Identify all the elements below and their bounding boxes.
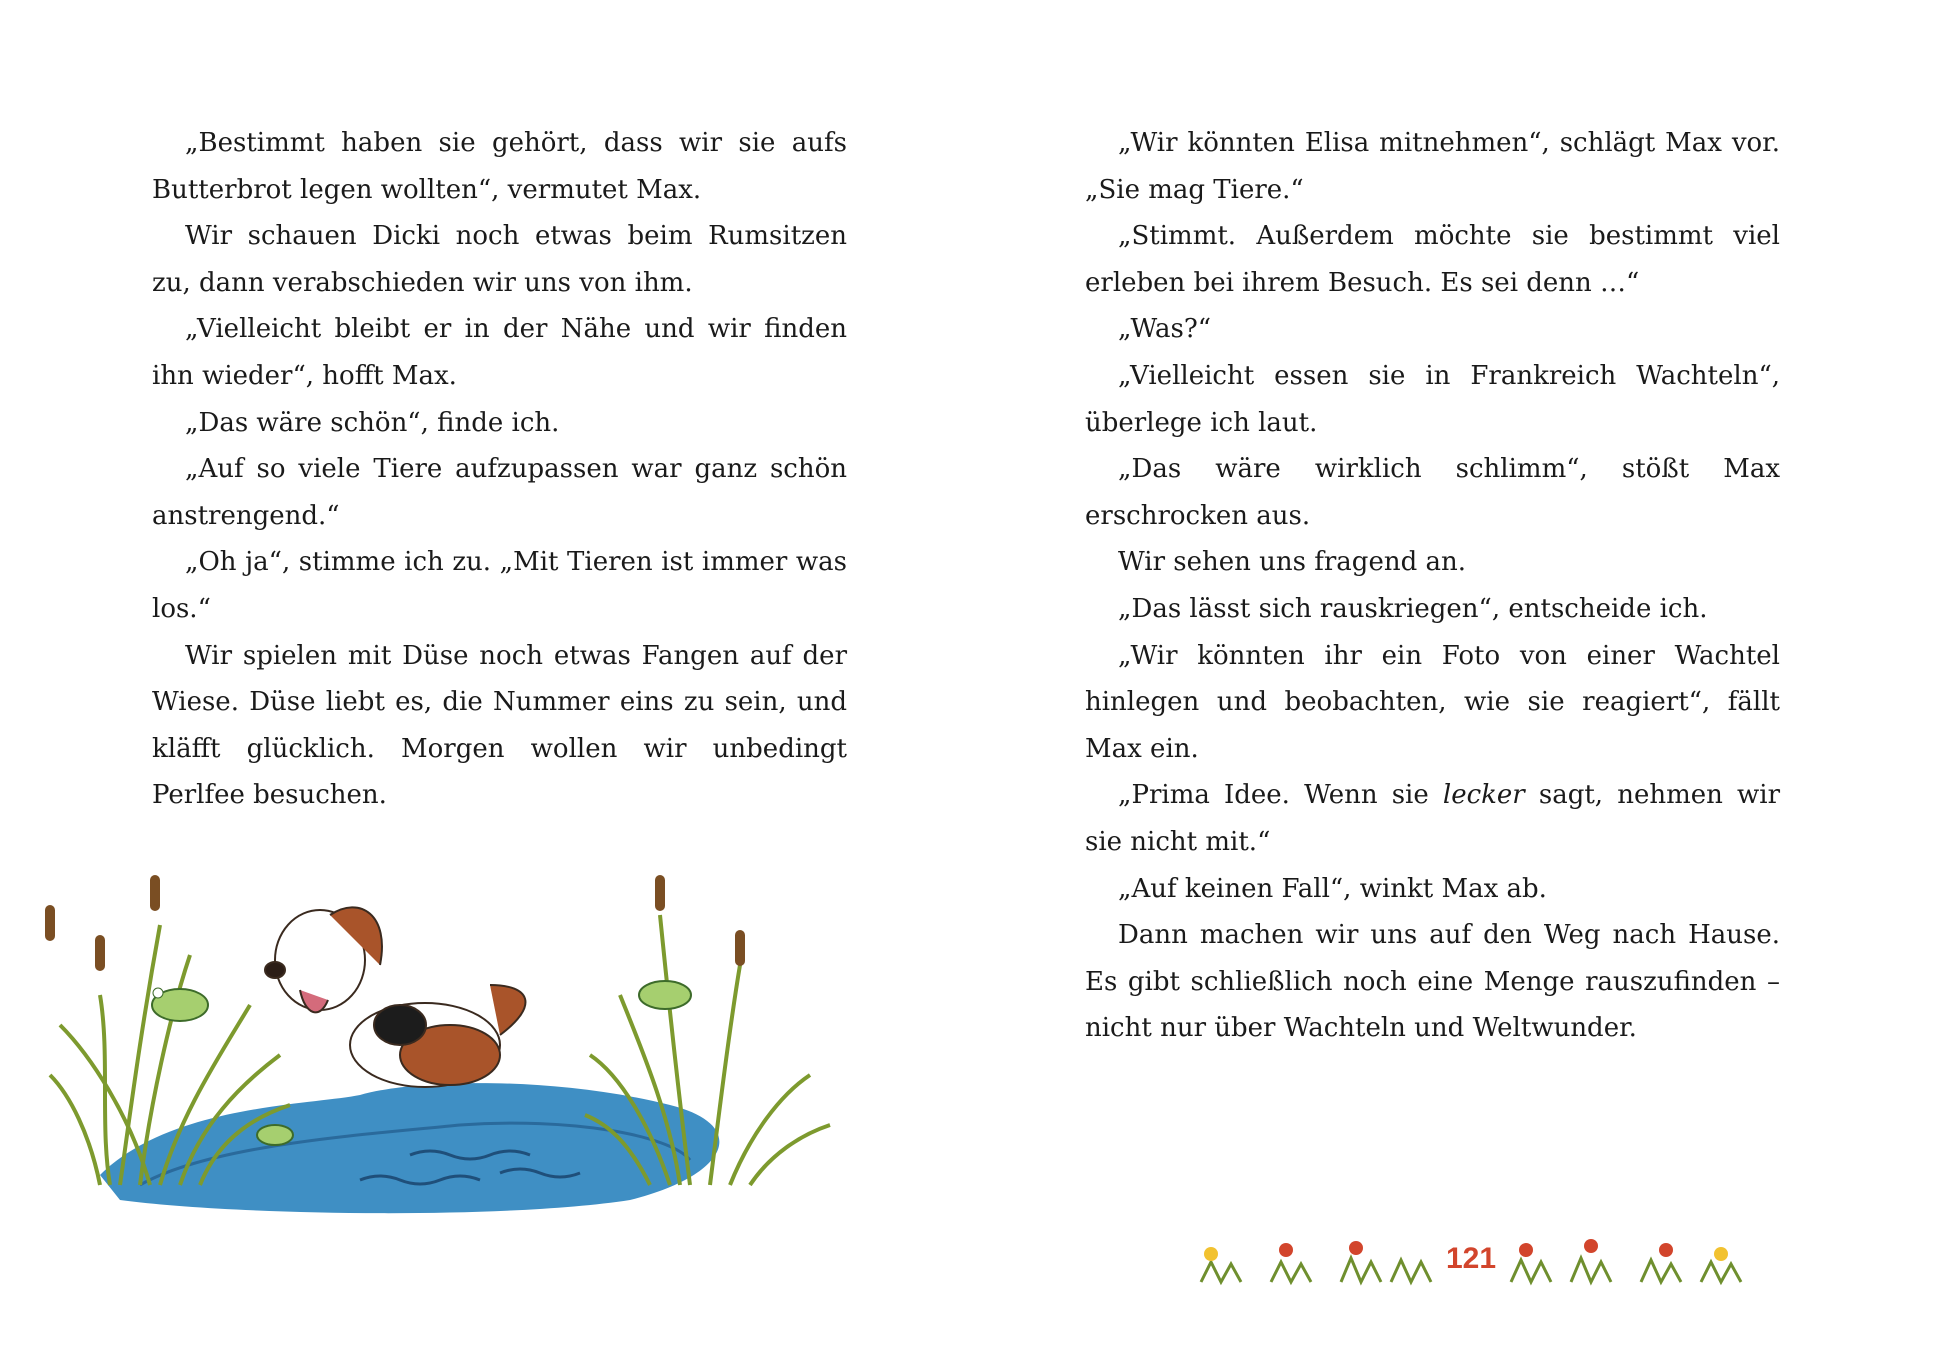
paragraph: Wir sehen uns fragend an. bbox=[1118, 547, 1466, 578]
cattail bbox=[150, 875, 160, 911]
paragraph: „Was?“ bbox=[1118, 314, 1212, 345]
right-page bbox=[973, 0, 1946, 1347]
cattail bbox=[655, 875, 665, 911]
paragraph: „Das wäre schön“, finde ich. bbox=[185, 407, 560, 438]
right-text-column bbox=[1085, 120, 1780, 1052]
page-footer bbox=[1191, 1222, 1751, 1292]
paragraph-text: sagt, nehmen wir sie nicht mit.“ bbox=[1085, 780, 1781, 857]
paragraph: „Vielleicht bleibt er in der Nähe und wir finden ihn wieder“, hofft Max. bbox=[152, 314, 847, 391]
paragraph: „Das lässt sich rauskriegen“, entscheide ich. bbox=[1118, 593, 1708, 624]
paragraph: „Auf so viele Tiere aufzupassen war ganz schön anstrengend.“ bbox=[152, 454, 847, 531]
paragraph bbox=[1085, 772, 1780, 865]
paragraph: Wir schauen Dicki noch etwas beim Rumsitzen zu, dann verabschieden wir uns von ihm. bbox=[152, 221, 847, 298]
paragraph: Wir spielen mit Düse noch etwas Fangen auf der Wiese. Düse liebt es, die Nummer eins zu sein, und kläfft glücklich. Morgen wollen wir unbedingt Perlfee besuchen. bbox=[152, 640, 847, 811]
paragraph-italic-word: lecker bbox=[1442, 780, 1525, 811]
paragraph: „Oh ja“, stimme ich zu. „Mit Tieren ist immer was los.“ bbox=[152, 547, 847, 624]
dog-pond-frogs-illustration bbox=[30, 855, 970, 1215]
cattail bbox=[95, 935, 105, 971]
paragraph: „Bestimmt haben sie gehört, dass wir sie aufs Butterbrot legen wollten“, vermutet Max. bbox=[152, 128, 847, 205]
paragraph: „Das wäre wirklich schlimm“, stößt Max erschrocken aus. bbox=[1085, 454, 1780, 531]
cattail bbox=[735, 930, 745, 966]
frog-right bbox=[639, 981, 691, 1009]
paragraph-text: „Prima Idee. Wenn sie bbox=[1118, 780, 1443, 811]
frog-swimming bbox=[257, 1125, 293, 1145]
paragraph: Dann machen wir uns auf den Weg nach Hause. Es gibt schließlich noch eine Menge rauszufinden – nicht nur über Wachteln und Weltwunder. bbox=[1085, 920, 1780, 1044]
paragraph: „Stimmt. Außerdem möchte sie bestimmt viel erleben bei ihrem Besuch. Es sei denn …“ bbox=[1085, 221, 1780, 298]
left-text-column bbox=[152, 120, 847, 819]
cattail bbox=[45, 905, 55, 941]
paragraph: „Wir könnten ihr ein Foto von einer Wachtel hinlegen und beobachten, wie sie reagiert“, fällt Max ein. bbox=[1085, 640, 1780, 764]
paragraph: „Wir könnten Elisa mitnehmen“, schlägt Max vor. „Sie mag Tiere.“ bbox=[1085, 128, 1780, 205]
dog bbox=[265, 907, 525, 1087]
paragraph: „Vielleicht essen sie in Frankreich Wachteln“, überlege ich laut. bbox=[1085, 360, 1780, 438]
page-number: 121 bbox=[1445, 1242, 1497, 1275]
paragraph: „Auf keinen Fall“, winkt Max ab. bbox=[1118, 873, 1547, 904]
